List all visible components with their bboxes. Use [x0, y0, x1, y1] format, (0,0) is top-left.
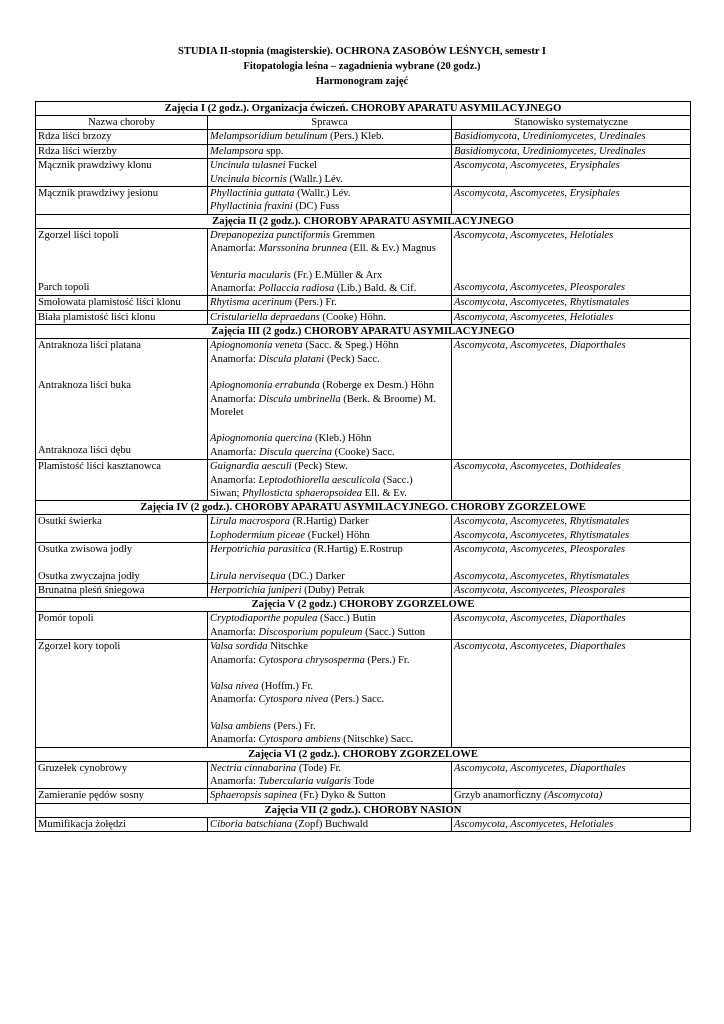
section-row: [36, 325, 691, 339]
pathogen-cell: Melampsora spp.: [208, 144, 452, 158]
pathogen-cell: Rhytisma acerinum (Pers.) Fr.: [208, 296, 452, 310]
pathogen-cell: Ciboria batschiana (Zopf) Buchwald: [208, 817, 452, 831]
section-row: [36, 214, 691, 228]
disease-name: Mącznik prawdziwy klonu: [36, 159, 208, 187]
schedule-table: [35, 101, 691, 832]
taxonomy-cell: Ascomycota, Ascomycetes, Pleosporales: [452, 583, 691, 597]
taxonomy-cell: Grzyb anamorficzny (Ascomycota): [452, 789, 691, 803]
pathogen-cell: Uncinula tulasnei Fuckel Uncinula bicornis (Wallr.) Lév.: [208, 159, 452, 187]
header-line-course: Fitopatologia leśna – zagadnienia wybrane (20 godz.): [243, 61, 481, 72]
table-row: [36, 543, 691, 584]
table-row: [36, 339, 691, 460]
table-row: [36, 159, 691, 187]
document-header: [0, 44, 724, 89]
table-row: [36, 612, 691, 640]
table-row: [36, 296, 691, 310]
pathogen-cell: Herpotrichia juniperi (Duby) Petrak: [208, 583, 452, 597]
table-row: [36, 640, 691, 747]
disease-name: Plamistość liści kasztanowca: [36, 460, 208, 501]
disease-name: Rdza liści brzozy: [36, 130, 208, 144]
taxonomy-cell: Basidiomycota, Urediniomycetes, Uredinales: [452, 130, 691, 144]
pathogen-cell: Guignardia aesculi (Peck) Stew. Anamorfa: Leptodothiorella aesculicola (Sacc.) Siwan; Phyllosticta sphaeropsoidea Ell. & Ev.: [208, 460, 452, 501]
table-row: [36, 817, 691, 831]
disease-name: Osutki świerka: [36, 515, 208, 543]
pathogen-cell: Drepanopeziza punctiformis Gremmen Anamorfa: Marssonina brunnea (Ell. & Ev.) Magnus Venturia macularis (Fr.) E.Müller & Arx Anamorfa: Pollaccia radiosa (Lib.) Bald. & Cif.: [208, 228, 452, 296]
column-header-row: [36, 116, 691, 130]
disease-name: Osutka zwisowa jodły Osutka zwyczajna jodły: [36, 543, 208, 584]
section-title: Zajęcia II (2 godz.). CHOROBY APARATU ASYMILACYJNEGO: [36, 214, 691, 228]
pathogen-cell: Apiognomonia veneta (Sacc. & Speg.) Höhn Anamorfa: Discula platani (Peck) Sacc. Apiognomonia errabunda (Roberge ex Desm.) Höhn Anamorfa: Discula umbrinella (Berk. & Broome) M. Morelet Apiognomonia quercina (Kleb.) Höhn Anamorfa: Discula quercina (Cooke) Sacc.: [208, 339, 452, 460]
disease-name: Gruzełek cynobrowy: [36, 761, 208, 789]
section-title: Zajęcia VII (2 godz.). CHOROBY NASION: [36, 803, 691, 817]
column-header-agent: Sprawca: [208, 116, 452, 130]
table-row: [36, 130, 691, 144]
disease-name: Biała plamistość liści klonu: [36, 310, 208, 324]
disease-name: Smołowata plamistość liści klonu: [36, 296, 208, 310]
section-row: [36, 747, 691, 761]
section-row: [36, 102, 691, 116]
section-title: Zajęcia IV (2 godz.). CHOROBY APARATU ASYMILACYJNEGO. CHOROBY ZGORZELOWE: [36, 501, 691, 515]
pathogen-cell: Cristulariella depraedans (Cooke) Höhn.: [208, 310, 452, 324]
taxonomy-cell: Ascomycota, Ascomycetes, Helotiales: [452, 817, 691, 831]
disease-name: Zamieranie pędów sosny: [36, 789, 208, 803]
section-row: [36, 501, 691, 515]
disease-name: Mącznik prawdziwy jesionu: [36, 187, 208, 215]
section-title: Zajęcia V (2 godz.) CHOROBY ZGORZELOWE: [36, 598, 691, 612]
pathogen-cell: Phyllactinia guttata (Wallr.) Lév. Phyllactinia fraxini (DC) Fuss: [208, 187, 452, 215]
table-row: [36, 515, 691, 543]
disease-name: Mumifikacja żołędzi: [36, 817, 208, 831]
section-row: [36, 803, 691, 817]
taxonomy-cell: Ascomycota, Ascomycetes, Diaporthales: [452, 761, 691, 789]
taxonomy-cell: Ascomycota, Ascomycetes, Diaporthales: [452, 640, 691, 747]
taxonomy-cell: Ascomycota, Ascomycetes, Diaporthales: [452, 612, 691, 640]
pathogen-cell: Lirula macrospora (R.Hartig) Darker Lophodermium piceae (Fuckel) Höhn: [208, 515, 452, 543]
pathogen-cell: Nectria cinnabarina (Tode) Fr. Anamorfa: Tubercularia vulgaris Tode: [208, 761, 452, 789]
table-row: [36, 583, 691, 597]
taxonomy-cell: Ascomycota, Ascomycetes, Rhytismatales Ascomycota, Ascomycetes, Rhytismatales: [452, 515, 691, 543]
table-row: [36, 228, 691, 296]
taxonomy-cell: Basidiomycota, Urediniomycetes, Uredinales: [452, 144, 691, 158]
column-header-taxonomy: Stanowisko systematyczne: [452, 116, 691, 130]
pathogen-cell: Sphaeropsis sapinea (Fr.) Dyko & Sutton: [208, 789, 452, 803]
header-line-program: STUDIA II-stopnia (magisterskie). OCHRONA ZASOBÓW LEŚNYCH, semestr I: [177, 46, 547, 57]
taxonomy-cell: Ascomycota, Ascomycetes, Helotiales Ascomycota, Ascomycetes, Pleosporales: [452, 228, 691, 296]
pathogen-cell: Melampsoridium betulinum (Pers.) Kleb.: [208, 130, 452, 144]
disease-name: Brunatna pleśń śniegowa: [36, 583, 208, 597]
taxonomy-cell: Ascomycota, Ascomycetes, Diaporthales: [452, 339, 691, 460]
disease-name: Rdza liści wierzby: [36, 144, 208, 158]
pathogen-cell: Herpotrichia parasitica (R.Hartig) E.Rostrup Lirula nervisequa (DC.) Darker: [208, 543, 452, 584]
taxonomy-cell: Ascomycota, Ascomycetes, Erysiphales: [452, 159, 691, 187]
section-row: [36, 598, 691, 612]
section-title: Zajęcia VI (2 godz.). CHOROBY ZGORZELOWE: [36, 747, 691, 761]
taxonomy-cell: Ascomycota, Ascomycetes, Dothideales: [452, 460, 691, 501]
table-row: [36, 789, 691, 803]
disease-name: Pomór topoli: [36, 612, 208, 640]
section-title: Zajęcia III (2 godz.) CHOROBY APARATU ASYMILACYJNEGO: [36, 325, 691, 339]
table-row: [36, 310, 691, 324]
taxonomy-cell: Ascomycota, Ascomycetes, Erysiphales: [452, 187, 691, 215]
column-header-name: Nazwa choroby: [36, 116, 208, 130]
table-row: [36, 460, 691, 501]
disease-name: Zgorzel liści topoli Parch topoli: [36, 228, 208, 296]
section-title: Zajęcia I (2 godz.). Organizacja ćwiczeń. CHOROBY APARATU ASYMILACYJNEGO: [36, 102, 691, 116]
pathogen-cell: Cryptodiaporthe populea (Sacc.) Butin Anamorfa: Discosporium populeum (Sacc.) Sutton: [208, 612, 452, 640]
taxonomy-cell: Ascomycota, Ascomycetes, Helotiales: [452, 310, 691, 324]
disease-name: Antraknoza liści platana Antraknoza liści buka Antraknoza liści dębu: [36, 339, 208, 460]
table-row: [36, 761, 691, 789]
table-row: [36, 144, 691, 158]
pathogen-cell: Valsa sordida Nitschke Anamorfa: Cytospora chrysosperma (Pers.) Fr. Valsa nivea (Hoffm.) Fr. Anamorfa: Cytospora nivea (Pers.) Sacc. Valsa ambiens (Pers.) Fr. Anamorfa: Cytospora ambiens (Nitschke) Sacc.: [208, 640, 452, 747]
taxonomy-cell: Ascomycota, Ascomycetes, Rhytismatales: [452, 296, 691, 310]
disease-name: Zgorzel kory topoli: [36, 640, 208, 747]
header-line-schedule: Harmonogram zajęć: [315, 76, 409, 87]
table-row: [36, 187, 691, 215]
taxonomy-cell: Ascomycota, Ascomycetes, Pleosporales Ascomycota, Ascomycetes, Rhytismatales: [452, 543, 691, 584]
